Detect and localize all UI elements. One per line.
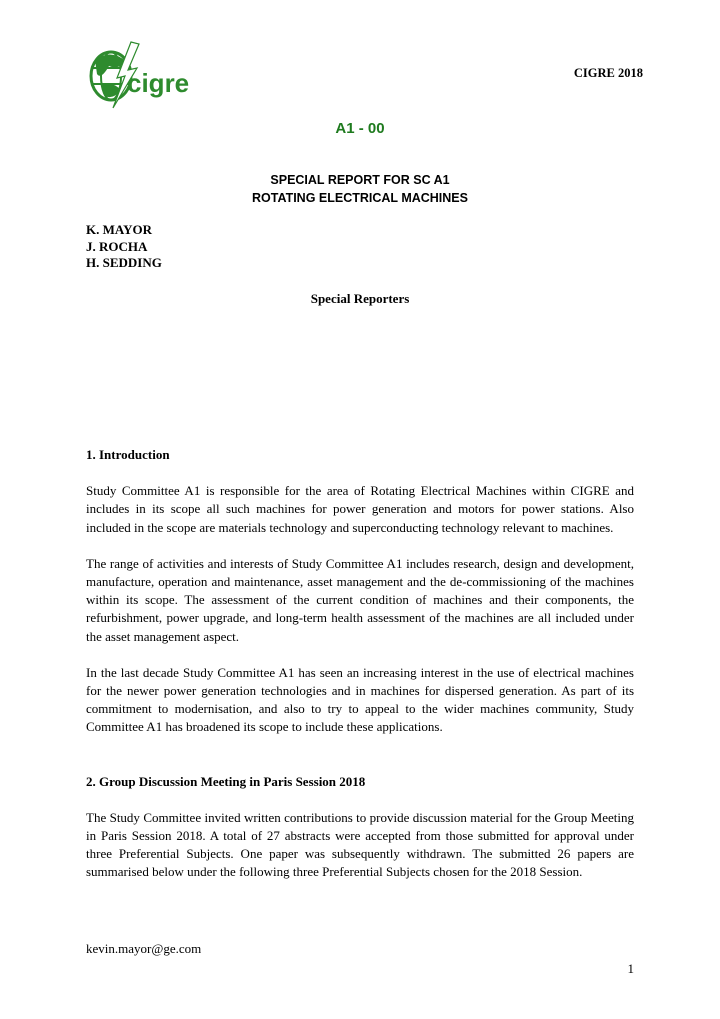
report-title-line-1: SPECIAL REPORT FOR SC A1: [270, 173, 450, 187]
page-number: 1: [627, 961, 634, 976]
paragraph: In the last decade Study Committee A1 has seen an increasing interest in the use of electrical machines for the newer power generation technologies and in machines for dispersed generation. As part of its commitment to modernisation, and also to try to appeal to the wider machines community, Study Committee A1 has broadened its scope to include these applications.: [86, 664, 634, 735]
author-name: J. ROCHA: [86, 238, 148, 254]
document-code: A1 - 00: [335, 120, 385, 137]
section-introduction: [86, 446, 634, 737]
report-title-line-2: ROTATING ELECTRICAL MACHINES: [252, 191, 468, 205]
paragraph: The range of activities and interests of Study Committee A1 includes research, design and development, manufacture, operation and maintenance, asset management and the de-commissioning of the machines within its scope. The assessment of the current condition of machines and their components, the refurbishment, power upgrade, and long-term health assessment of the machines are all included under the asset management aspect.: [86, 555, 634, 644]
author-list: [86, 222, 162, 272]
author-role: Special Reporters: [310, 291, 410, 306]
report-title: [0, 171, 720, 207]
section-heading: 2. Group Discussion Meeting in Paris Session 2018: [86, 773, 366, 789]
paragraph: The Study Committee invited written contributions to provide discussion material for the Group Meeting in Paris Session 2018. A total of 27 abstracts were accepted from those submitted for approval under three Preferential Subjects. One paper was subsequently withdrawn. The submitted 26 papers are summarised below under the following three Preferential Subjects chosen for the 2018 Session.: [86, 809, 634, 880]
author-name: K. MAYOR: [86, 222, 152, 237]
paragraph: Study Committee A1 is responsible for the area of Rotating Electrical Machines within CIGRE and includes in its scope all such machines for power generation and motors for power stations. Also included in the scope are materials technology and superconducting technology relevant to machines.: [86, 483, 634, 535]
author-name: H. SEDDING: [86, 255, 162, 270]
footer-email: kevin.mayor@ge.com: [86, 941, 202, 956]
cigre-logo: [87, 40, 197, 110]
cigre-wordmark: cigre: [127, 68, 190, 98]
report-body: [86, 446, 634, 900]
section-heading: 1. Introduction: [86, 447, 170, 462]
section-group-discussion: [86, 773, 634, 882]
cigre-globe-icon: [87, 40, 197, 110]
conference-label: CIGRE 2018: [573, 66, 643, 80]
